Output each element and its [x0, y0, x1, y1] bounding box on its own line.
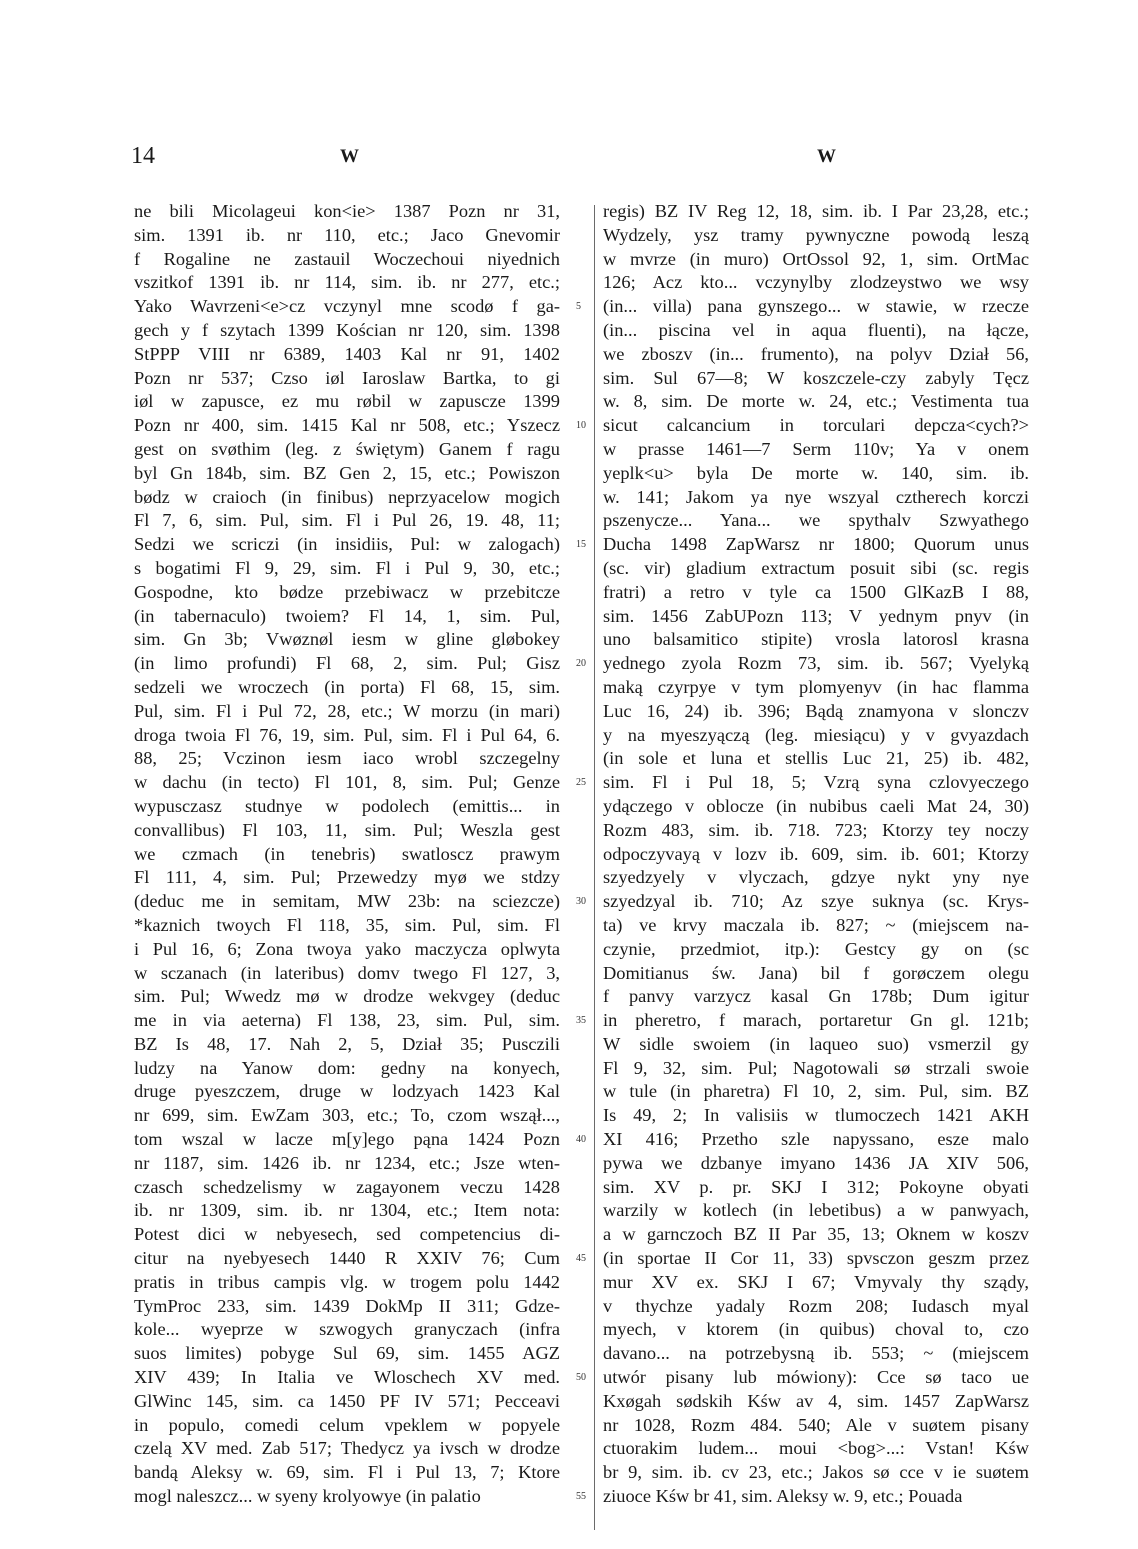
text-line: mur XV ex. SKJ I 67; Vmyvaly thy sządy,	[603, 1271, 1029, 1292]
text-line: Wydzely, ysz tramy pywnyczne powodą leszą	[603, 224, 1029, 245]
text-line: (in... villa) pana gynszego... w stawie, w rzecze	[603, 296, 1029, 317]
text-line: Sedzi we scriczi (in insidiis, Pul: w zalogach)	[134, 534, 560, 555]
text-line: ta) ve krvy maczala ib. 827; ~ (miejscem na-	[603, 914, 1029, 935]
text-line: w mvrze (in muro) OrtOssol 92, 1, sim. OrtMac	[603, 248, 1029, 269]
text-line: (in sportae II Cor 11, 33) spvsczon geszm przez	[603, 1248, 1029, 1269]
text-line: davano... na potrzebysną ib. 553; ~ (miejscem	[603, 1343, 1029, 1364]
text-line: sim. 1456 ZabUPozn 113; V yednym pnyv (in	[603, 605, 1029, 626]
text-line: maką czyrpye v tym plomyenyv (in hac flamma	[603, 676, 1029, 697]
text-line: sim. Fl i Pul 18, 5; Vzrą syna czlovyeczego	[603, 772, 1029, 793]
text-line: BZ Is 48, 17. Nah 2, 5, Dział 35; Pusczili	[134, 1033, 560, 1054]
text-line: f panvy varzycz kasal Gn 178b; Dum igitur	[603, 986, 1029, 1007]
text-line: (in... piscina vel in aqua fluenti), na łącze,	[603, 319, 1029, 340]
text-line: *kaznich twoych Fl 118, 35, sim. Pul, sim. Fl	[134, 914, 560, 935]
text-line: Domitianus św. Jana) bil f gorøczem olegu	[603, 962, 1029, 983]
text-line: pratis in tribus campis vlg. w trogem polu 1442	[134, 1271, 560, 1292]
text-line: czelą XV med. Zab 517; Thedycz ya ivsch w drodze	[134, 1438, 560, 1459]
text-line: GlWinc 145, sim. ca 1450 PF IV 571; Pecceavi	[134, 1390, 560, 1411]
text-line: szyedzyely v vlyczach, gdzye nykt yny nye	[603, 867, 1029, 888]
text-line: Kxøgah sødskih Kśw av 4, sim. 1457 ZapWarsz	[603, 1390, 1029, 1411]
text-line: yednego zyola Rozm 73, sim. ib. 567; Vyelyką	[603, 653, 1029, 674]
text-line: f Rogaline ne zastauil Woczechoui niyednich	[134, 248, 560, 269]
text-line: (deduc me in semitam, MW 23b: na sciezcze)	[134, 891, 560, 912]
text-line: br 9, sim. ib. cv 23, etc.; Jakos sø cce v ie suøtem	[603, 1462, 1029, 1483]
text-line: bødz w craioch (in finibus) neprzyacelow mogich	[134, 486, 560, 507]
text-line: (in sole et luna et stellis Luc 21, 25) ib. 482,	[603, 748, 1029, 769]
text-line: gech y f szytach 1399 Kościan nr 120, sim. 1398	[134, 319, 560, 340]
text-line: sim. Gn 3b; Vwøznøl iesm w gline gløbokey	[134, 629, 560, 650]
text-line: w. 141; Jakom ya nye wszyal cztherech korczi	[603, 486, 1029, 507]
line-number: 55	[576, 1491, 586, 1503]
text-line: Pozn nr 400, sim. 1415 Kal nr 508, etc.; Yszecz	[134, 415, 560, 436]
text-line: sim. Pul; Wwedz mø w drodze wekvgey (deduc	[134, 986, 560, 1007]
text-line: ziuoce Kśw br 41, sim. Aleksy w. 9, etc.; Pouada	[603, 1486, 963, 1507]
text-line: iøl w zapusce, ez mu røbil w zapuscze 1399	[134, 391, 560, 412]
text-line: ne bili Micolageui kon<ie> 1387 Pozn nr 31,	[134, 201, 560, 221]
text-line: sicut calcancium in torculari depcza<cych?>	[603, 415, 1029, 436]
text-line: (in limo profundi) Fl 68, 2, sim. Pul; Gisz	[134, 653, 560, 674]
text-line: pywa we dzbanye imyano 1436 JA XIV 506,	[603, 1152, 1029, 1173]
text-line: sedzeli we wroczech (in porta) Fl 68, 15, sim.	[134, 676, 560, 697]
text-line: Gospodne, kto bødze przebiwacz w przebitcze	[134, 581, 560, 602]
text-line: (in tabernaculo) twoiem? Fl 14, 1, sim. Pul,	[134, 605, 560, 626]
text-line: nr 699, sim. EwZam 303, etc.; To, czom wszął...,	[134, 1105, 560, 1126]
line-number: 25	[576, 777, 586, 789]
text-line: myech, v ktorem (in quibus) choval to, czo	[603, 1319, 1029, 1340]
text-line: droga twoia Fl 76, 19, sim. Pul, sim. Fl i Pul 64, 6.	[134, 724, 560, 745]
text-line: convallibus) Fl 103, 11, sim. Pul; Weszla gest	[134, 819, 560, 840]
text-line: s bogatimi Fl 9, 29, sim. Fl i Pul 9, 30, etc.;	[134, 557, 560, 578]
text-line: suos limites) pobyge Sul 69, sim. 1455 AGZ	[134, 1343, 560, 1364]
text-line: ydączego v oblocze (in nubibus caeli Mat 24, 30)	[603, 795, 1029, 816]
text-line: sim. 1391 ib. nr 110, etc.; Jaco Gnevomir	[134, 224, 560, 245]
text-line: citur na nyebyesech 1440 R XXIV 76; Cum	[134, 1248, 560, 1269]
text-line: wypusczasz studnye w podolech (emittis... in	[134, 795, 560, 816]
text-line: ludzy na Yanow dom: gedny na konyech,	[134, 1057, 560, 1078]
text-line: bandą Aleksy w. 69, sim. Fl i Pul 13, 7; Ktore	[134, 1462, 560, 1483]
line-number: 30	[576, 896, 586, 908]
text-line: 126; Acz kto... vczynylby zlodzeystwo we wsy	[603, 272, 1029, 293]
line-number: 40	[576, 1134, 586, 1146]
text-line: byl Gn 184b, sim. BZ Gen 2, 15, etc.; Powiszon	[134, 462, 560, 483]
text-line: Luc 16, 24) ib. 396; Bądą znamyona v slonczv	[603, 700, 1029, 721]
text-line: Pozn nr 537; Czso iøl Iaroslaw Bartka, to gi	[134, 367, 560, 388]
text-line: a w garnczoch BZ II Par 35, 13; Oknem w koszv	[603, 1224, 1029, 1245]
header-letter-right: W	[817, 146, 836, 167]
text-line: czasch schedzelismy w zagayonem veczu 1428	[134, 1176, 560, 1197]
text-line: yeplk<u> byla De morte w. 140, sim. ib.	[603, 462, 1029, 483]
text-line: czynie, przedmiot, itp.): Gestcy gy on (sc	[603, 938, 1029, 959]
line-number: 20	[576, 658, 586, 670]
text-line: w. 8, sim. De morte w. 24, etc.; Vestimenta tua	[603, 391, 1029, 412]
text-line: nr 1028, Rozm 484. 540; Ale v suøtem pisany	[603, 1414, 1029, 1435]
text-line: 88, 25; Vczinon iesm iaco wrobl szczegelny	[134, 748, 560, 769]
text-line: Pul, sim. Fl i Pul 72, 28, etc.; W morzu (in mari)	[134, 700, 560, 721]
text-line: szyedzyal ib. 710; Az szye suknya (sc. Krys-	[603, 891, 1029, 912]
text-line: regis) BZ IV Reg 12, 18, sim. ib. I Par 23,28, etc.;	[603, 201, 1029, 221]
text-line: druge pyeszczem, druge w lodzyach 1423 Kal	[134, 1081, 560, 1102]
text-line: Yako Wavrzeni<e>cz vczynyl mne scodø f ga-	[134, 296, 560, 317]
text-line: Fl 9, 32, sim. Pul; Nagotowali sø strzali swoie	[603, 1057, 1029, 1078]
line-number: 45	[576, 1253, 586, 1265]
line-number: 15	[576, 539, 586, 551]
text-line: kole... wyeprze w szwogych granyczach (infra	[134, 1319, 560, 1340]
text-line: XIV 439; In Italia ve Wloschech XV med.	[134, 1367, 560, 1388]
text-line: y na myeszyączą (leg. miesiącu) y v gvyazdach	[603, 724, 1029, 745]
text-line: Rozm 483, sim. ib. 718. 723; Ktorzy tey noczy	[603, 819, 1029, 840]
line-number: 50	[576, 1372, 586, 1384]
line-number: 10	[576, 420, 586, 432]
text-line: v thychze yadaly Rozm 208; Iudasch myal	[603, 1295, 1029, 1316]
text-line: odpoczyvayą v lozv ib. 609, sim. ib. 601; Ktorzy	[603, 843, 1029, 864]
text-line: w tule (in pharetra) Fl 10, 2, sim. Pul, sim. BZ	[603, 1081, 1029, 1102]
text-line: warzily w kotlech (in lebetibus) a w panwyach,	[603, 1200, 1029, 1221]
left-column	[134, 200, 560, 1509]
text-line: w sczanach (in lateribus) domv twego Fl 127, 3,	[134, 962, 560, 983]
text-line: ib. nr 1309, sim. ib. nr 1304, etc.; Item nota:	[134, 1200, 560, 1221]
text-line: Ducha 1498 ZapWarsz nr 1800; Quorum unus	[603, 534, 1029, 555]
text-line: Fl 111, 4, sim. Pul; Przewedzy myø we stdzy	[134, 867, 560, 888]
text-line: we czmach (in tenebris) swatloscz prawym	[134, 843, 560, 864]
text-line: ctuorakim ludem... moui <bog>...: Vstan! Kśw	[603, 1438, 1029, 1459]
text-line: mogl naleszcz... w syeny krolyowye (in palatio	[134, 1486, 481, 1507]
text-line: fratri) a retro v tyle ca 1500 GlKazB I 88,	[603, 581, 1029, 602]
page-number: 14	[131, 143, 155, 169]
text-line: w dachu (in tecto) Fl 101, 8, sim. Pul; Genze	[134, 772, 560, 793]
text-line: uno balsamitico stipite) vrosla latorosl krasna	[603, 629, 1029, 650]
text-line: gest on svøthim (leg. z świętym) Ganem f ragu	[134, 438, 560, 459]
text-line: sim. XV p. pr. SKJ I 312; Pokoyne obyati	[603, 1176, 1029, 1197]
text-line: tom wszal w lacze m[y]ego pąna 1424 Pozn	[134, 1129, 560, 1150]
text-line: StPPP VIII nr 6389, 1403 Kal nr 91, 1402	[134, 343, 560, 364]
line-number: 35	[576, 1015, 586, 1027]
text-line: in populo, comedi celum vpeklem w popyele	[134, 1414, 560, 1435]
text-line: utwór pisany lub mówiony): Cce sø taco ue	[603, 1367, 1029, 1388]
text-line: vszitkof 1391 ib. nr 114, sim. ib. nr 277, etc.;	[134, 272, 560, 293]
text-line: nr 1187, sim. 1426 ib. nr 1234, etc.; Jsze wten-	[134, 1152, 560, 1173]
header-letter-left: W	[340, 146, 359, 167]
right-column	[603, 200, 1029, 1509]
text-line: w prasse 1461—7 Serm 110v; Ya v onem	[603, 438, 1029, 459]
text-line: we zboszv (in... frumento), na polyv Dział 56,	[603, 343, 1029, 364]
text-line: XI 416; Przetho szle napyssano, esze malo	[603, 1129, 1029, 1150]
column-divider	[594, 205, 595, 1530]
text-line: Is 49, 2; In valisiis w tlumoczech 1421 AKH	[603, 1105, 1029, 1126]
text-line: Fl 7, 6, sim. Pul, sim. Fl i Pul 26, 19. 48, 11;	[134, 510, 560, 531]
text-line: sim. Sul 67—8; W koszczele-czy zabyly Tęcz	[603, 367, 1029, 388]
text-line: me in via aeterna) Fl 138, 23, sim. Pul, sim.	[134, 1010, 560, 1031]
text-line: TymProc 233, sim. 1439 DokMp II 311; Gdze-	[134, 1295, 560, 1316]
text-line: i Pul 16, 6; Zona twoya yako maczycza oplwyta	[134, 938, 560, 959]
line-number: 5	[576, 301, 581, 313]
text-line: W sidle swoiem (in laqueo suo) vsmerzil gy	[603, 1033, 1029, 1054]
text-line: Potest dici w nebyesech, sed competencius di-	[134, 1224, 560, 1245]
text-line: in pheretro, f marach, portaretur Gn gl. 121b;	[603, 1010, 1029, 1031]
text-line: (sc. vir) gladium extractum posuit sibi (sc. regis	[603, 557, 1029, 578]
text-line: pszenycze... Yana... we spythalv Szwyathego	[603, 510, 1029, 531]
